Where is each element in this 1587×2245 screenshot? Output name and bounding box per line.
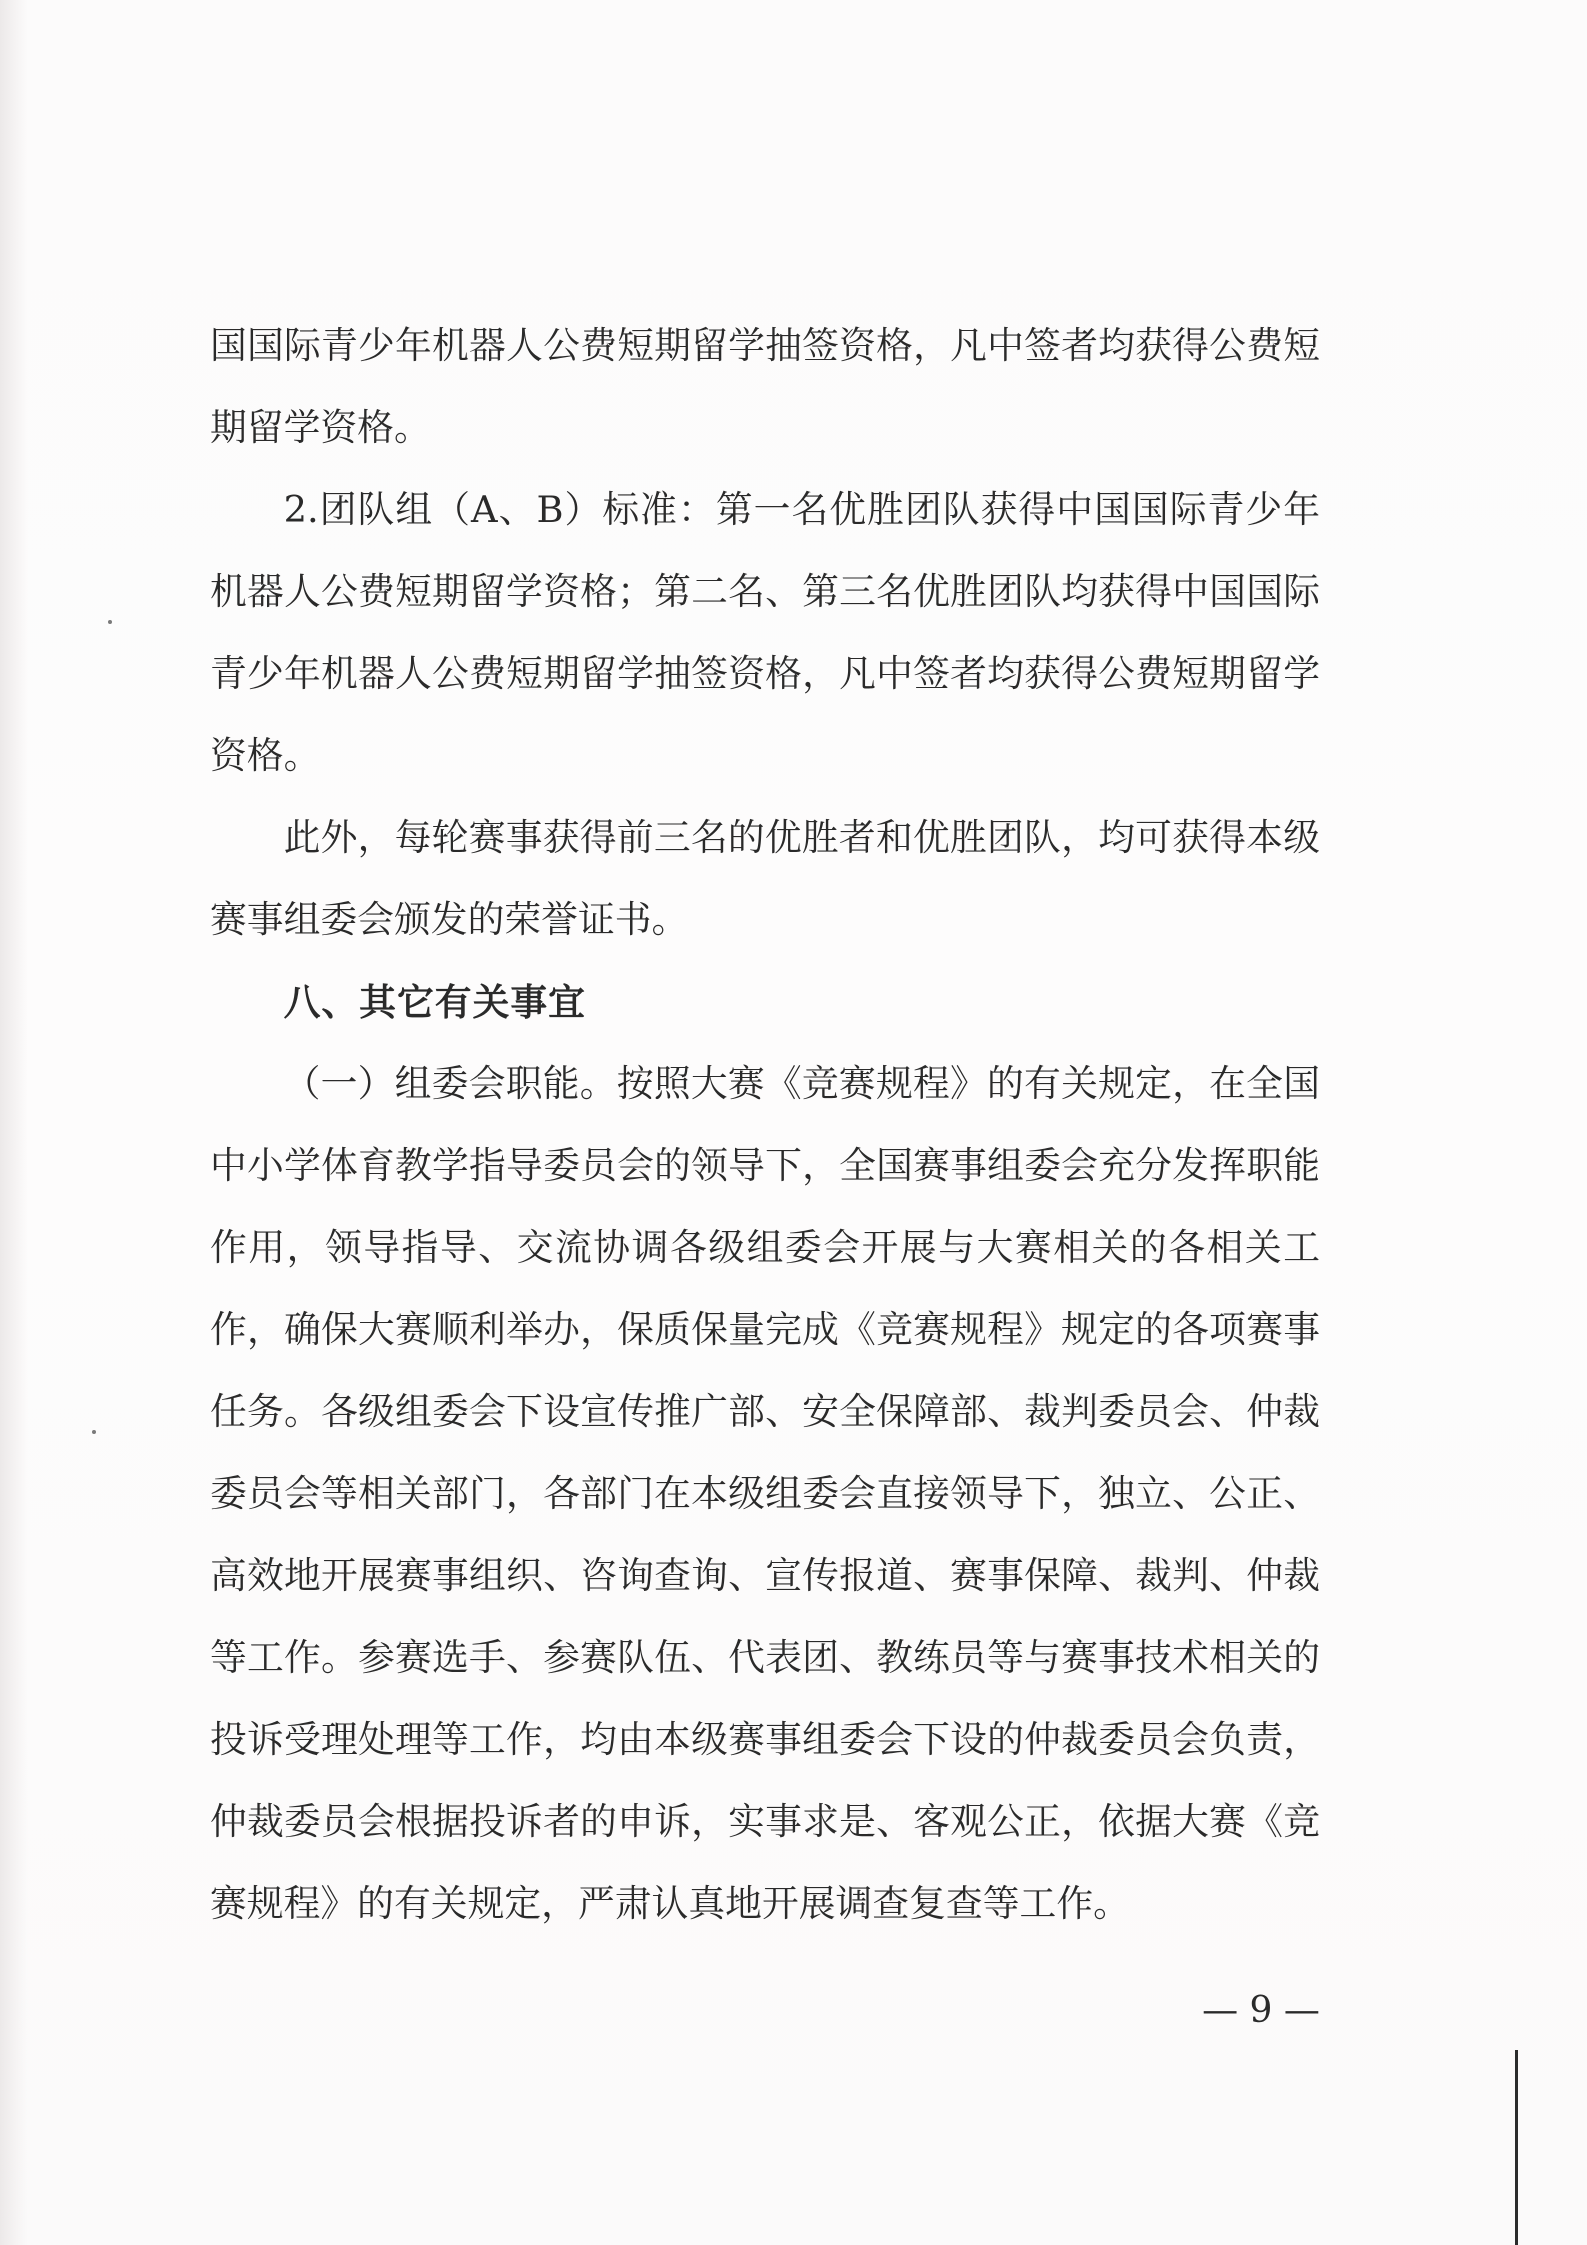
document-body [210, 305, 1320, 1945]
paragraph: 国国际青少年机器人公费短期留学抽签资格，凡中签者均获得公费短期留学资格。 [210, 324, 1320, 449]
scan-shadow [0, 0, 28, 2245]
paragraph: 此外，每轮赛事获得前三名的优胜者和优胜团队，均可获得本级赛事组委会颁发的荣誉证书。 [210, 816, 1320, 941]
page-number: — 9 — [1202, 1990, 1320, 2031]
section-heading: 八、其它有关事宜 [283, 980, 586, 1024]
paragraph: （一）组委会职能。按照大赛《竞赛规程》的有关规定，在全国中小学体育教学指导委员会的领导下，全国赛事组委会充分发挥职能作用，领导指导、交流协调各级组委会开展与大赛相关的各相关工作，确保大赛顺利举办，保质保量完成《竞赛规程》规定的各项赛事任务。各级组委会下设宣传推广部、安全保障部、裁判委员会、仲裁委员会等相关部门，各部门在本级组委会直接领导下，独立、公正、高效地开展赛事组织、咨询查询、宣传报道、赛事保障、裁判、仲裁等工作。参赛选手、参赛队伍、代表团、教练员等与赛事技术相关的投诉受理处理等工作，均由本级赛事组委会下设的仲裁委员会负责，仲裁委员会根据投诉者的申诉，实事求是、客观公正，依据大赛《竞赛规程》的有关规定，严肃认真地开展调查复查等工作。 [210, 1062, 1320, 1925]
paragraph: 2.团队组（A、B）标准：第一名优胜团队获得中国国际青少年机器人公费短期留学资格；第二名、第三名优胜团队均获得中国国际青少年机器人公费短期留学抽签资格，凡中签者均获得公费短期留学资格。 [210, 488, 1320, 777]
scan-speck [108, 620, 112, 624]
page-edge-line [1515, 2050, 1518, 2245]
scan-speck [92, 1430, 96, 1434]
